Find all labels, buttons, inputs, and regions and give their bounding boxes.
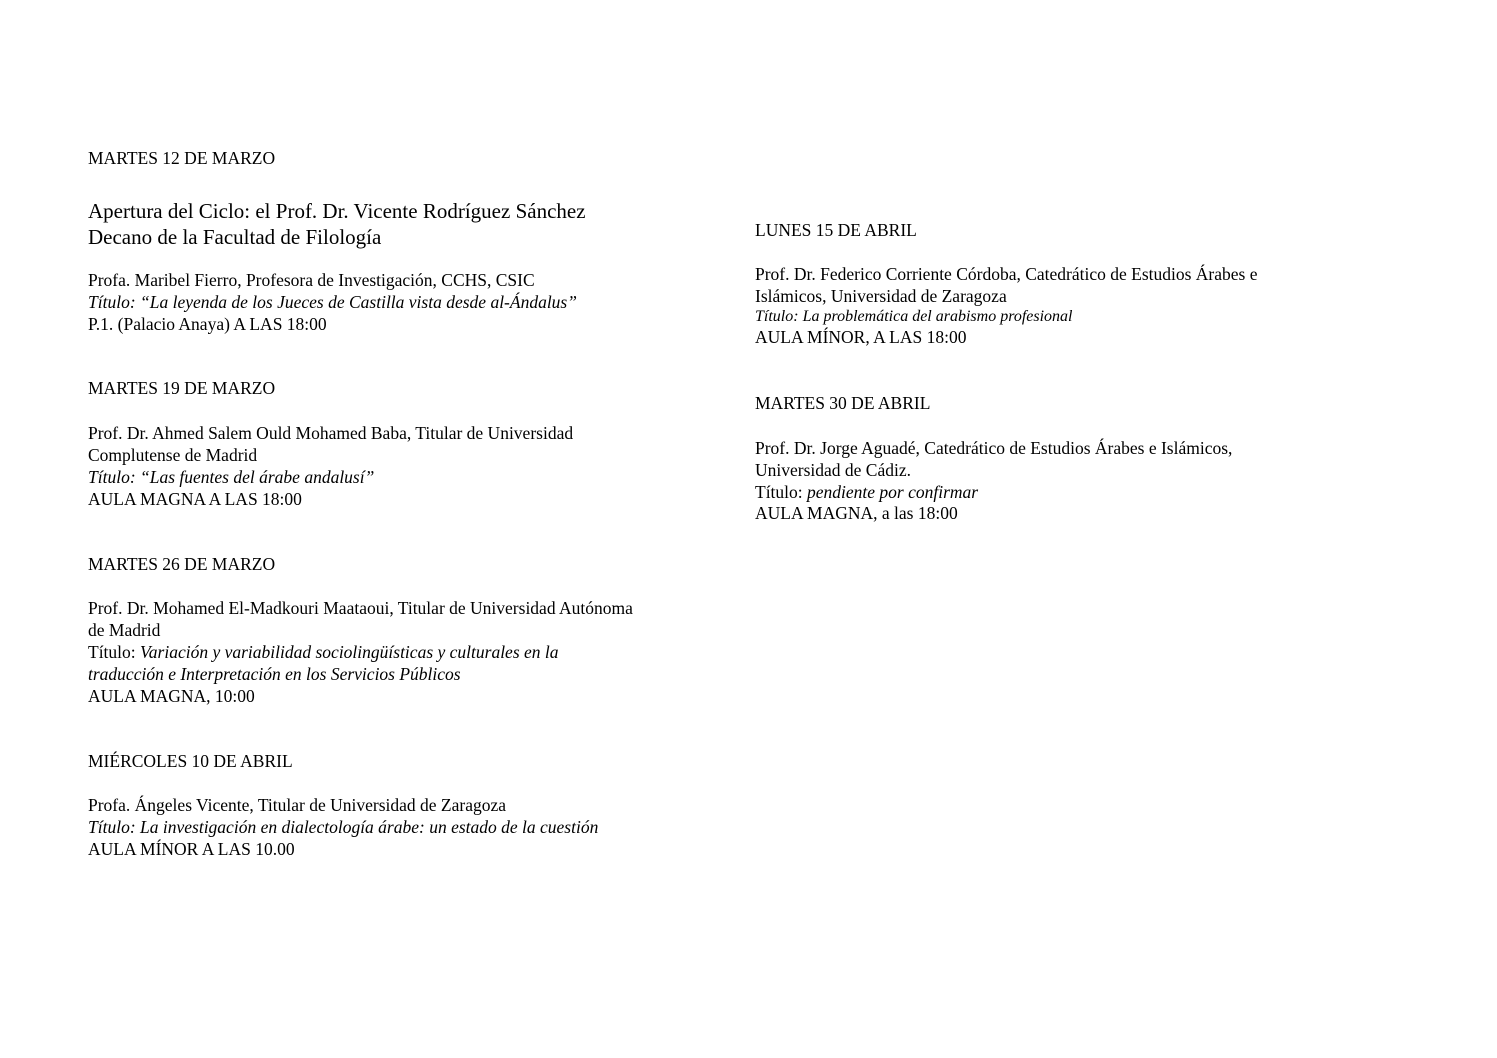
venue-line: AULA MÍNOR A LAS 10.00 (88, 839, 295, 859)
opening-line: Decano de la Facultad de Filología (88, 225, 382, 249)
speaker-line: Universidad de Cádiz. (755, 460, 911, 480)
talk-title: Título: “Las fuentes del árabe andalusí” (88, 467, 375, 487)
venue-line: P.1. (Palacio Anaya) A LAS 18:00 (88, 314, 327, 334)
talk-title (755, 481, 978, 503)
speaker-line: Prof. Dr. Jorge Aguadé, Catedrático de Estudios Árabes e Islámicos, (755, 438, 1233, 458)
venue-line: AULA MÍNOR, A LAS 18:00 (755, 327, 967, 347)
speaker-line: Islámicos, Universidad de Zaragoza (755, 286, 1007, 306)
venue-line: AULA MAGNA A LAS 18:00 (88, 489, 302, 509)
session-date: MARTES 26 DE MARZO (88, 554, 276, 574)
speaker-line: Prof. Dr. Federico Corriente Córdoba, Catedrático de Estudios Árabes e (755, 264, 1258, 284)
opening-line: Apertura del Ciclo: el Prof. Dr. Vicente Rodríguez Sánchez (88, 199, 586, 223)
venue-line: AULA MAGNA, a las 18:00 (755, 503, 958, 523)
speaker-line: Profa. Ángeles Vicente, Titular de Universidad de Zaragoza (88, 795, 507, 815)
speaker-line: Profa. Maribel Fierro, Profesora de Investigación, CCHS, CSIC (88, 270, 535, 290)
session-date: MARTES 19 DE MARZO (88, 378, 276, 398)
session-date: MIÉRCOLES 10 DE ABRIL (88, 751, 293, 771)
speaker-line: Complutense de Madrid (88, 445, 258, 465)
talk-title: Título: La investigación en dialectología árabe: un estado de la cuestión (88, 817, 599, 837)
session-date: MARTES 12 DE MARZO (88, 148, 276, 168)
talk-title: Título: “La leyenda de los Jueces de Castilla vista desde al-Ándalus” (88, 292, 577, 312)
title-text: pendiente por confirmar (807, 482, 979, 502)
talk-title: Título: La problemática del arabismo profesional (755, 308, 1073, 325)
title-prefix: Título: (88, 642, 141, 662)
speaker-line: Prof. Dr. Ahmed Salem Ould Mohamed Baba, Titular de Universidad (88, 423, 574, 443)
speaker-line: Prof. Dr. Mohamed El-Madkouri Maataoui, Titular de Universidad Autónoma (88, 598, 633, 618)
title-text: traducción e Interpretación en los Servicios Públicos (88, 664, 461, 684)
venue-line: AULA MAGNA, 10:00 (88, 686, 255, 706)
title-prefix: Título: (755, 482, 808, 502)
speaker-line: de Madrid (88, 620, 161, 640)
talk-title (88, 641, 559, 663)
session-date: LUNES 15 DE ABRIL (755, 220, 917, 240)
session-date: MARTES 30 DE ABRIL (755, 393, 931, 413)
title-text: Variación y variabilidad sociolingüísticas y culturales en la (140, 642, 559, 662)
